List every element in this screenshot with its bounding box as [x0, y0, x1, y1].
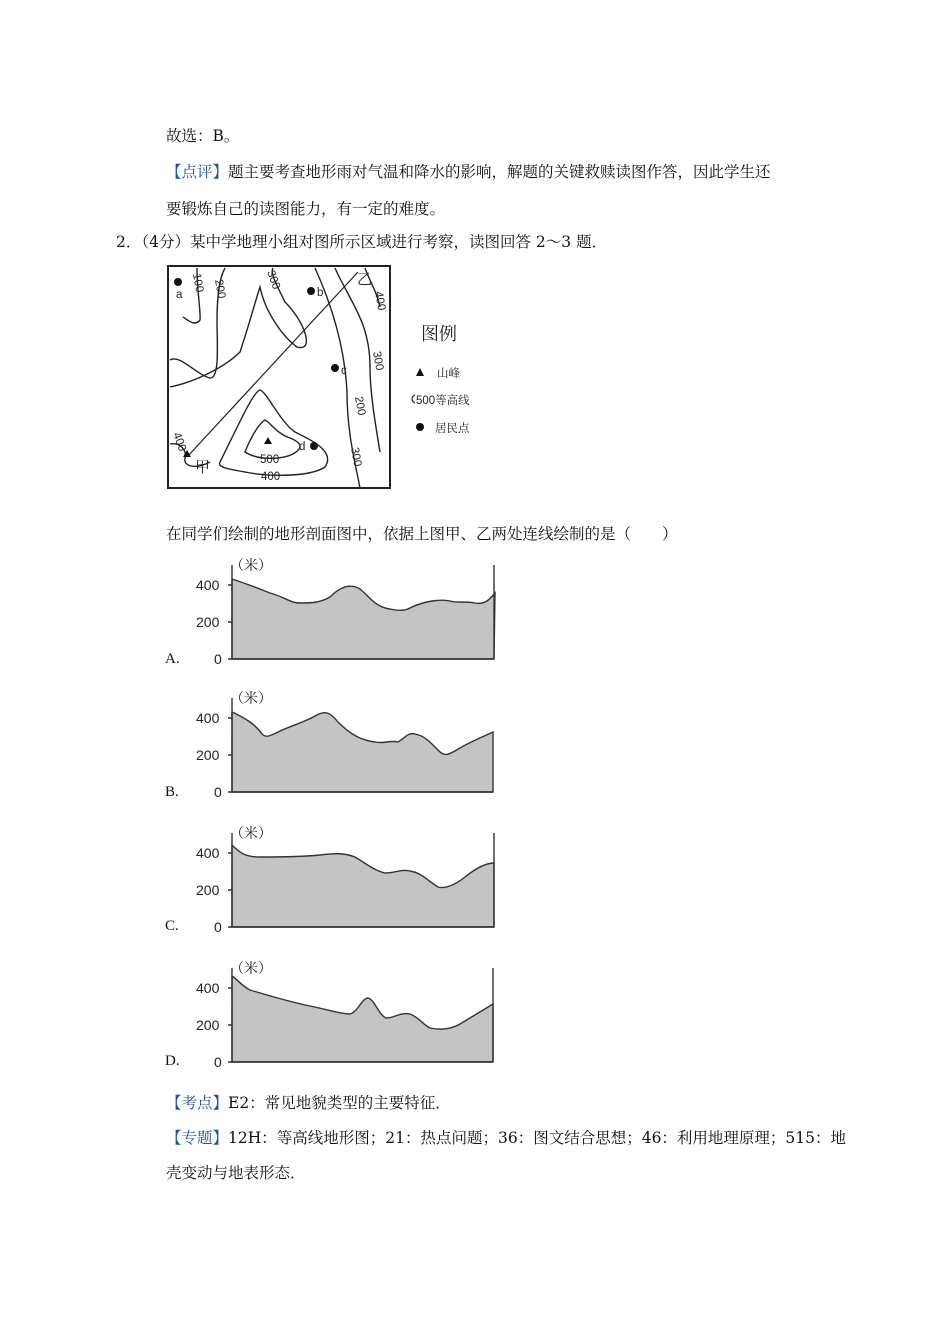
question-number: 2． — [116, 233, 142, 251]
contour-map — [165, 262, 495, 492]
legend-title: 图例 — [421, 324, 457, 344]
settlement-a — [174, 278, 182, 286]
profile-d-tick-0: 0 — [214, 1054, 222, 1070]
peak-d — [264, 437, 272, 444]
profile-a-area — [232, 579, 495, 659]
label-jia: 甲 — [195, 459, 211, 476]
comment-text: 题主要考查地形雨对气温和降水的影响，解题的关键救赎读图作答，因此学生还 — [228, 163, 771, 181]
profile-a-tick-0: 0 — [214, 651, 222, 667]
option-d-label[interactable]: D. — [165, 1053, 180, 1069]
profile-a-tick-200: 200 — [196, 614, 220, 630]
contour-label-400-right: 400 — [372, 290, 388, 312]
contour-500 — [245, 420, 300, 458]
profile-d — [190, 958, 510, 1070]
option-a-label[interactable]: A. — [165, 651, 180, 667]
contour-label-300-right: 300 — [370, 350, 386, 372]
zhuanti-line-1 — [166, 1128, 846, 1148]
kaodian-text: E2：常见地貌类型的主要特征． — [228, 1094, 451, 1112]
question-prompt: 在同学们绘制的地形剖面图中，依据上图甲、乙两处连线绘制的是（ ） — [166, 525, 678, 543]
zhuanti-tag: 【专题】 — [166, 1129, 229, 1147]
option-c-label[interactable]: C. — [165, 918, 179, 934]
profile-b — [190, 688, 510, 800]
point-label-c: c — [341, 365, 347, 377]
comment-line-2: 要锻炼自己的读图能力，有一定的难度。 — [166, 200, 446, 218]
comment-line-1 — [166, 162, 771, 182]
legend-contour-icon — [412, 395, 415, 403]
contour-label-200: 200 — [212, 278, 228, 300]
profile-c-area — [232, 845, 494, 927]
profile-c-tick-0: 0 — [214, 919, 222, 935]
contour-label-100: 100 — [190, 272, 206, 294]
profile-a-tick-400: 400 — [196, 577, 220, 593]
contour-label-200-right: 200 — [352, 395, 368, 417]
profile-d-tick-400: 400 — [196, 980, 220, 996]
option-b-label[interactable]: B. — [165, 784, 179, 800]
profile-b-tick-400: 400 — [196, 710, 220, 726]
contour-label-500: 500 — [260, 454, 280, 466]
profile-b-area — [232, 712, 493, 792]
point-label-a: a — [176, 289, 183, 301]
settlement-b — [307, 287, 315, 295]
profile-d-tick-200: 200 — [196, 1017, 220, 1033]
legend-contour: 500等高线 — [416, 395, 470, 407]
contour-label-400-d: 400 — [261, 471, 281, 483]
comment-tag: 【点评】 — [166, 163, 229, 181]
profile-b-tick-200: 200 — [196, 747, 220, 763]
profile-c — [190, 823, 510, 935]
contour-label-400-jia: 400 — [170, 430, 189, 454]
contour-label-300-bottom: 300 — [348, 446, 364, 468]
kaodian-line — [166, 1093, 451, 1113]
profile-a — [190, 555, 510, 667]
legend-peak-icon — [416, 368, 424, 376]
profile-a-unit: （米） — [230, 557, 272, 573]
kaodian-tag: 【考点】 — [166, 1094, 229, 1112]
profile-c-unit: （米） — [230, 825, 272, 841]
section-line — [187, 272, 358, 457]
profile-b-tick-0: 0 — [214, 784, 222, 800]
settlement-c — [331, 364, 339, 372]
contour-300-left — [170, 268, 306, 387]
legend-peak: 山峰 — [437, 368, 460, 380]
profile-b-unit: （米） — [230, 690, 272, 706]
profile-c-tick-200: 200 — [196, 882, 220, 898]
question-line — [116, 232, 607, 252]
label-yi: 乙 — [357, 271, 373, 288]
settlement-d — [310, 442, 318, 450]
point-label-b: b — [317, 287, 324, 299]
legend-settlement: 居民点 — [435, 423, 470, 435]
profile-d-unit: （米） — [230, 960, 272, 976]
zhuanti-text: 12H：等高线地形图；21：热点问题；36：图文结合思想；46：利用地理原理；515：地 — [228, 1129, 847, 1147]
profile-c-tick-400: 400 — [196, 845, 220, 861]
answer-line: 故选：B。 — [166, 127, 240, 145]
profile-d-area — [232, 976, 493, 1062]
point-label-d: d — [299, 441, 306, 453]
question-text: （4分）某中学地理小组对图所示区域进行考察，读图回答 2～3 题． — [141, 233, 608, 251]
zhuanti-line-2: 壳变动与地表形态． — [166, 1164, 306, 1182]
legend-settlement-icon — [416, 423, 424, 431]
contour-label-300: 300 — [264, 268, 283, 292]
